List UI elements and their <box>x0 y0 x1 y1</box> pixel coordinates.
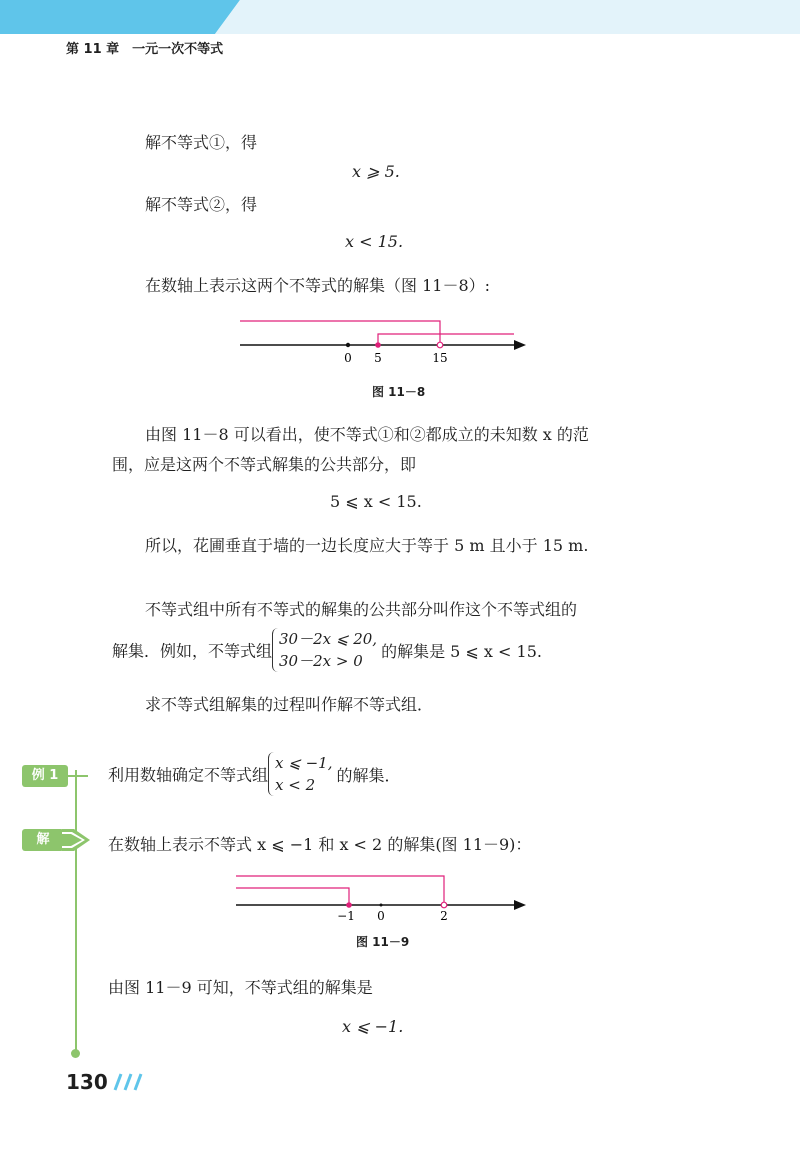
text-line: 解不等式①，得 <box>145 133 258 152</box>
tick-label-2: 2 <box>440 909 448 923</box>
math-line: x ⩽ −1. <box>342 1017 404 1036</box>
text-line: 求不等式组解集的过程叫作解不等式组． <box>145 695 434 714</box>
rail-end-dot <box>71 1049 80 1058</box>
tick-label-15: 15 <box>432 351 448 365</box>
example-statement <box>108 752 400 796</box>
system-row: 30－2x > 0 <box>279 652 363 670</box>
text-line: 所以，花圃垂直于墙的一边长度应大于等于 5 m 且小于 15 m. <box>145 536 589 555</box>
system-row: x ⩽ −1, <box>275 754 333 772</box>
hollow-point-2 <box>441 902 447 908</box>
hollow-point-15 <box>437 342 443 348</box>
header-band <box>0 0 800 34</box>
solution-tag: 解 <box>22 829 64 851</box>
number-line-figure-1 <box>230 312 530 372</box>
inequality-system <box>272 628 377 672</box>
example-text: 的解集． <box>336 765 401 785</box>
number-line-figure-2 <box>230 868 530 924</box>
chapter-title: 第 11 章 一元一次不等式 <box>66 42 224 57</box>
math-line: 5 ⩽ x < 15. <box>330 492 422 511</box>
text-line: 解不等式②，得 <box>145 195 258 214</box>
definition-text: 的解集是 5 ⩽ x < 15. <box>381 641 542 661</box>
tick-label-neg1: −1 <box>337 909 355 923</box>
example-rail <box>75 770 77 1052</box>
figure-caption: 图 11－9 <box>356 935 410 949</box>
ray-x-leq-neg1 <box>236 888 349 905</box>
axis-arrow <box>514 900 526 910</box>
solid-point-5 <box>375 342 381 348</box>
axis-arrow <box>514 340 526 350</box>
tick-label-5: 5 <box>374 351 382 365</box>
conclusion-text: 由图 11－9 可知，不等式组的解集是 <box>108 978 373 997</box>
tick-label-0: 0 <box>344 351 352 365</box>
example-text: 利用数轴确定不等式组 <box>108 765 269 785</box>
math-line: x ⩾ 5. <box>352 162 400 181</box>
page-number: 130 <box>66 1070 108 1094</box>
ray-x-less-15 <box>240 321 440 345</box>
definition-line <box>112 628 542 672</box>
origin-point <box>380 904 383 907</box>
tick-label-0: 0 <box>377 909 385 923</box>
example-tag: 例 1 <box>22 765 68 787</box>
page-slashes-icon <box>113 1072 147 1092</box>
definition-line: 不等式组中所有不等式的解集的公共部分叫作这个不等式组的 <box>145 600 578 619</box>
inequality-system <box>268 752 332 796</box>
solution-text: 在数轴上表示不等式 x ⩽ −1 和 x < 2 的解集(图 11－9)： <box>108 835 532 854</box>
solid-point-neg1 <box>346 902 352 908</box>
system-row: x < 2 <box>275 776 316 794</box>
origin-point <box>346 343 350 347</box>
tag-connector <box>68 775 88 777</box>
ray-x-less-2 <box>236 876 444 905</box>
ray-x-geq-5 <box>378 334 514 345</box>
text-line: 在数轴上表示这两个不等式的解集（图 11－8）: <box>145 276 491 295</box>
text-line: 围，应是这两个不等式解集的公共部分，即 <box>112 455 417 474</box>
figure-caption: 图 11－8 <box>372 385 426 399</box>
text-line: 由图 11－8 可以看出，使不等式①和②都成立的未知数 x 的范 <box>145 425 589 444</box>
solution-arrow-icon <box>62 829 92 851</box>
system-row: 30－2x ⩽ 20, <box>279 630 378 648</box>
definition-text: 解集．例如，不等式组 <box>112 641 273 661</box>
math-line: x < 15. <box>345 232 404 251</box>
